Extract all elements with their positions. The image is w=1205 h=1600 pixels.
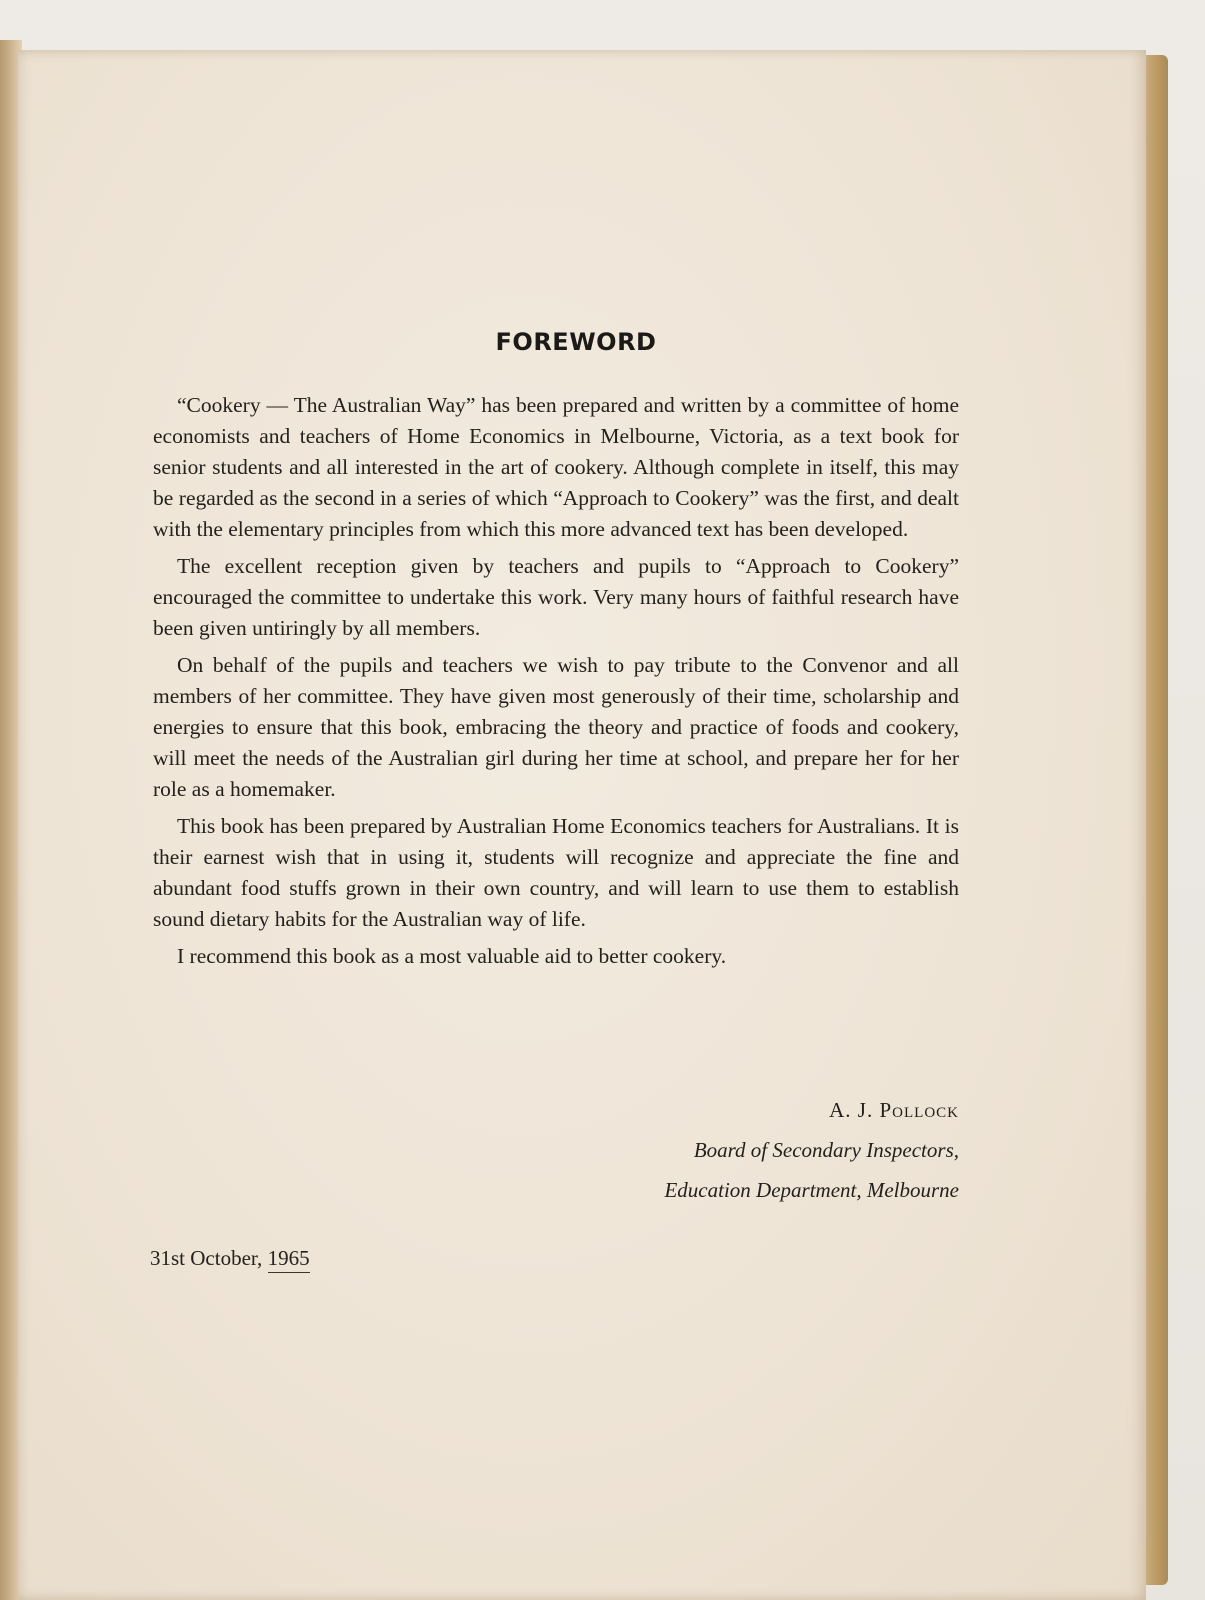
paragraph-1: “Cookery — The Australian Way” has been prepared and written by a committee of home economists and teachers of Home Economics in Melbourne, Victoria, as a text book for senior students and all interested in the art of cookery. Although complete in itself, this may be regarded as the second in a series of which “Approach to Cookery” was the first, and dealt with the elementary principles from which this more advanced text has been developed. — [153, 393, 959, 541]
book-page — [18, 50, 1146, 1600]
signatory-department: Education Department, Melbourne — [664, 1178, 959, 1202]
paragraph-3: On behalf of the pupils and teachers we wish to pay tribute to the Convenor and all members of her committee. They have given most generously of their time, scholarship and energies to ensure that this book, embracing the theory and practice of foods and cookery, will meet the needs of the Australian girl during her time at school, and prepare her for her role as a homemaker. — [153, 653, 959, 801]
date-year: 1965 — [268, 1246, 310, 1273]
paragraph-2: The excellent reception given by teachers and pupils to “Approach to Cookery” encouraged the committee to undertake this work. Very many hours of faithful research have been given untiringly by all members. — [153, 554, 959, 640]
paragraph-4: This book has been prepared by Australian Home Economics teachers for Australians. It is their earnest wish that in using it, students will recognize and appreciate the fine and abundant food stuffs grown in their own country, and will learn to use them to establish sound dietary habits for the Australian way of life. — [153, 814, 959, 931]
date-line — [150, 1246, 310, 1271]
foreword-body — [153, 390, 959, 978]
signatory-title: Board of Secondary Inspectors, — [693, 1138, 959, 1162]
paragraph-5: I recommend this book as a most valuable aid to better cookery. — [177, 944, 727, 968]
date-day-month: 31st October, — [150, 1246, 268, 1270]
signatory-name: A. J. Pollock — [829, 1098, 959, 1122]
signature-block — [153, 1090, 959, 1210]
page-title: FOREWORD — [495, 328, 657, 356]
